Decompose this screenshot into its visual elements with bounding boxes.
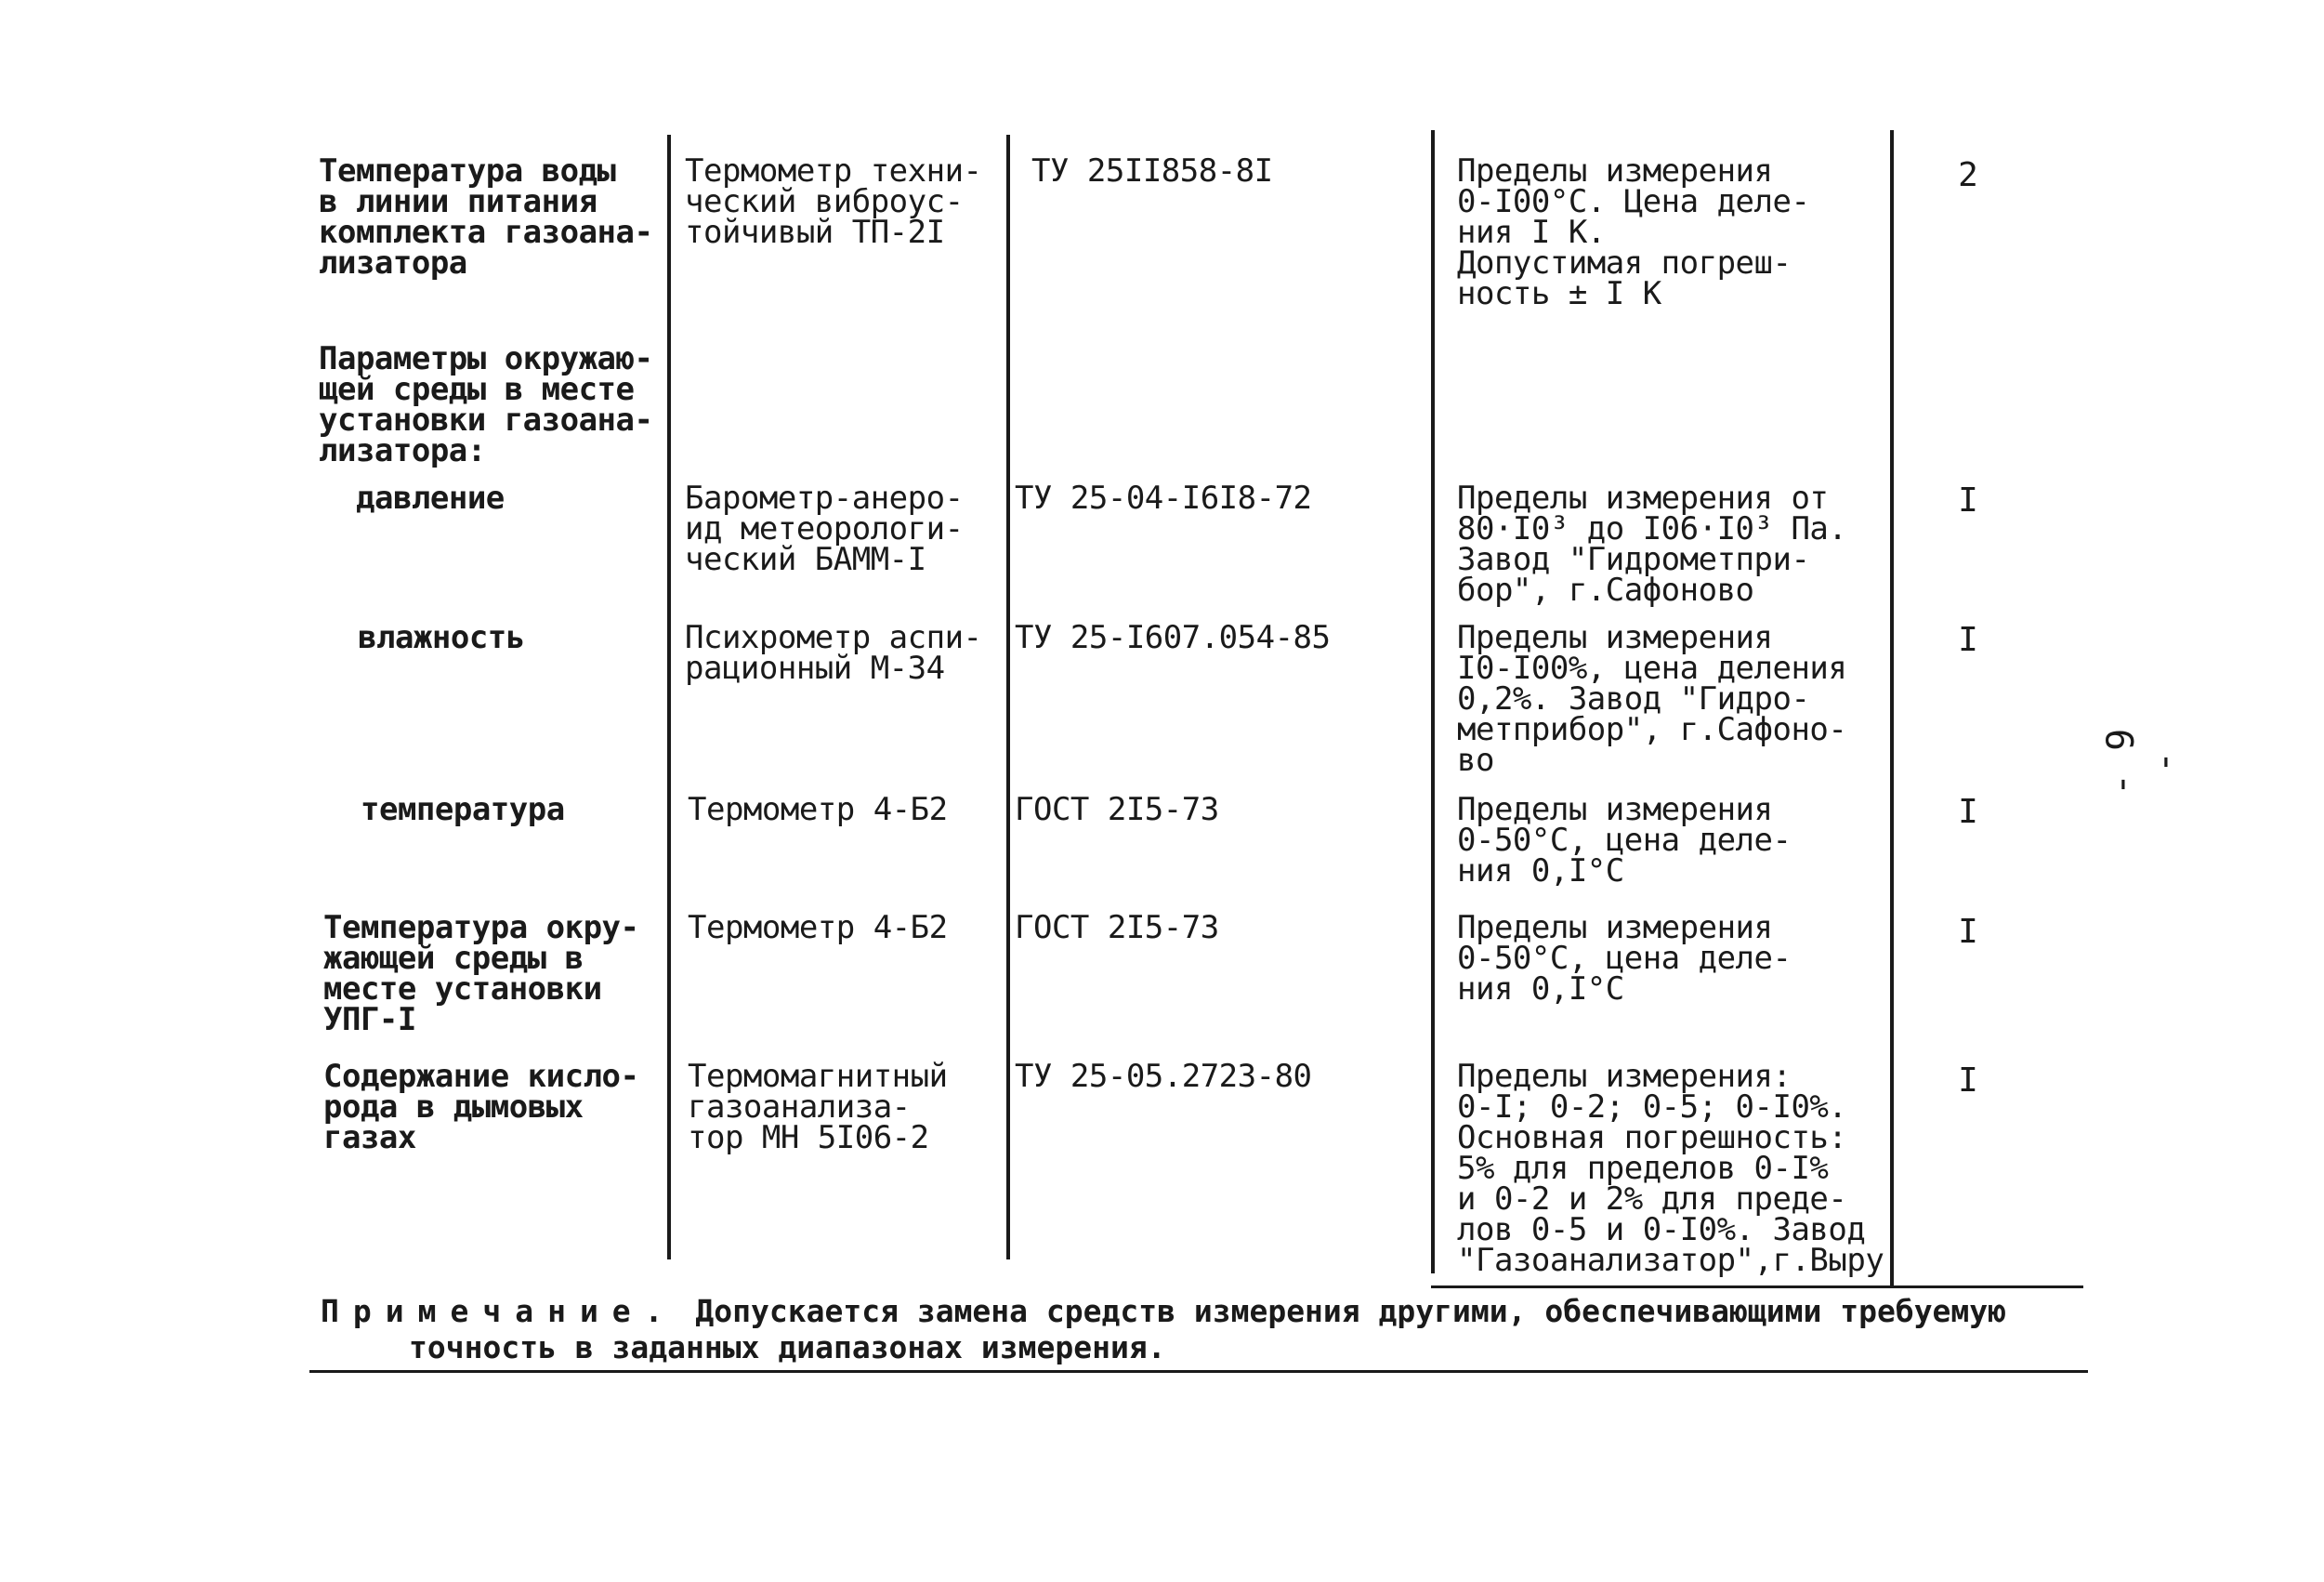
note-bottom-rule <box>309 1370 2088 1373</box>
row-5-device: Термометр 4-Б2 <box>688 909 948 946</box>
note-line-1 <box>321 1294 2006 1329</box>
row-0-spec: ТУ 25II858-8I <box>1031 152 1273 190</box>
column-divider-4 <box>1890 130 1894 1287</box>
row-4-device: Термометр 4-Б2 <box>688 791 948 828</box>
row-4-param: температура <box>361 791 565 828</box>
row-2-count: I <box>1958 481 1978 520</box>
table-bottom-rule <box>1431 1285 2083 1288</box>
page-number: - 9 - <box>2100 728 2186 797</box>
row-5-param: Температура окру- жающей среды в месте установки УПГ-I <box>323 909 639 1038</box>
row-1-param: Параметры окружаю- щей среды в месте установки газоана- лизатора: <box>319 340 653 469</box>
column-divider-2 <box>1006 135 1010 1259</box>
row-3-param: влажность <box>358 619 525 656</box>
row-0-count: 2 <box>1958 156 1978 194</box>
row-2-param: давление <box>356 480 505 517</box>
row-6-range: Пределы измерения: 0-I; 0-2; 0-5; 0-I0%. Основная погрешность: 5% для пределов 0-I% и 0-2 и 2% для преде- лов 0-5 и 0-I0%. Завод "Газоанализатор",г.Выру <box>1457 1058 1884 1279</box>
row-6-spec: ТУ 25-05.2723-80 <box>1015 1058 1312 1095</box>
column-divider-3 <box>1431 130 1435 1273</box>
row-3-device: Психрометр аспи- рационный М-34 <box>685 619 982 687</box>
row-5-count: I <box>1958 913 1978 951</box>
row-0-device: Термометр техни- ческий виброус- тойчивый ТП-2I <box>685 152 982 251</box>
row-6-param: Содержание кисло- рода в дымовых газах <box>323 1058 639 1156</box>
note-text-2: точность в заданных диапазонах измерения. <box>409 1329 1166 1365</box>
row-3-count: I <box>1958 621 1978 659</box>
row-4-range: Пределы измерения 0-50°С, цена деле- ния 0,I°С <box>1457 791 1792 890</box>
row-2-spec: ТУ 25-04-I6I8-72 <box>1015 480 1312 517</box>
row-6-device: Термомагнитный газоанализа- тор МН 5I06-2 <box>688 1058 948 1156</box>
note-heading: Примечание. <box>321 1293 677 1329</box>
row-2-device: Барометр-анеро- ид метеорологи- ческий БАММ-I <box>685 480 964 578</box>
row-3-range: Пределы измерения I0-I00%, цена деления 0,2%. Завод "Гидро- метприбор", г.Сафоно- во <box>1457 619 1847 779</box>
row-5-range: Пределы измерения 0-50°С, цена деле- ния 0,I°С <box>1457 909 1792 1008</box>
row-6-count: I <box>1958 1061 1978 1100</box>
row-2-range: Пределы измерения от 80·I0³ до I06·I0³ Па. Завод "Гидрометпри- бор", г.Сафоново <box>1457 480 1847 609</box>
row-5-spec: ГОСТ 2I5-73 <box>1015 909 1219 946</box>
row-4-count: I <box>1958 793 1978 831</box>
row-3-spec: ТУ 25-I607.054-85 <box>1015 619 1331 656</box>
column-divider-1 <box>667 135 671 1259</box>
row-4-spec: ГОСТ 2I5-73 <box>1015 791 1219 828</box>
note-text-1: Допускается замена средств измерения другими, обеспечивающими требуемую <box>695 1293 2007 1329</box>
row-0-param: Температура воды в линии питания комплекта газоана- лизатора <box>319 152 653 282</box>
row-0-range: Пределы измерения 0-I00°С. Цена деле- ния I К. Допустимая погреш- ность ± I К <box>1457 152 1810 312</box>
